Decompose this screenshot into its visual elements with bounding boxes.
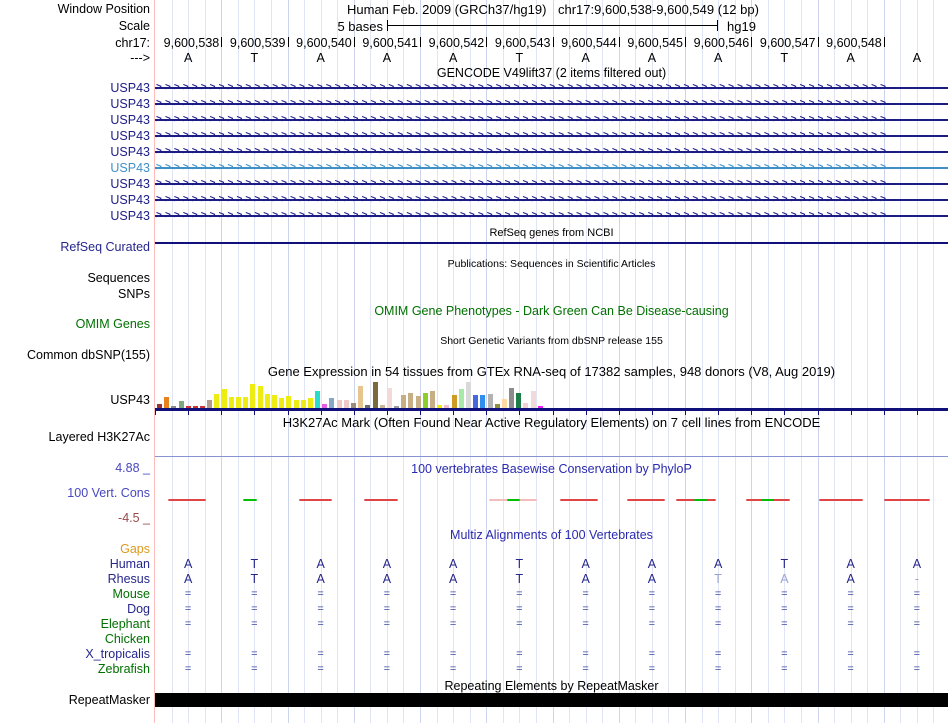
- h3k27ac-track-title: H3K27Ac Mark (Often Found Near Active Regulatory Elements) on 7 cell lines from ENCODE: [282, 415, 821, 430]
- alignment-cell: A: [581, 557, 590, 571]
- gtex-tissue-bar[interactable]: [430, 391, 435, 408]
- repeatmasker-track-title: Repeating Elements by RepeatMasker: [444, 679, 659, 693]
- gtex-tissue-bar[interactable]: [466, 382, 471, 408]
- gtex-tissue-bar[interactable]: [294, 400, 299, 408]
- gtex-tissue-bar[interactable]: [164, 397, 169, 408]
- alignment-cell: =: [847, 663, 854, 675]
- gtex-tissue-bar[interactable]: [509, 388, 514, 408]
- dbsnp-track-title: Short Genetic Variants from dbSNP release 155: [440, 335, 663, 347]
- transcript-strand-arrows: >>>>>>>>>>>>>>>>>>>>>>>>>>>>>>>>>>>>>>>>>>>>>>>>>>>>>>>>>>>>>>>>>>>>>>>>>>>>>>>>>>: [156, 146, 890, 157]
- gtex-baseline-tick: [288, 411, 289, 415]
- scale-bar: [387, 25, 718, 26]
- alignment-cell: =: [383, 603, 391, 615]
- transcript-label[interactable]: USP43: [110, 193, 150, 207]
- coordinate-label: 9,600,540: [296, 36, 352, 50]
- gtex-tissue-bar[interactable]: [279, 398, 284, 408]
- alignment-cell: =: [781, 618, 788, 630]
- transcript-label[interactable]: USP43: [110, 177, 150, 191]
- transcript-row[interactable]: [155, 194, 948, 205]
- conservation-max-value: 4.88 _: [115, 461, 150, 475]
- repeatmasker-element-bar[interactable]: [155, 693, 948, 707]
- phylop-mark: [243, 499, 257, 501]
- transcript-label[interactable]: USP43: [110, 97, 150, 111]
- reference-base: A: [647, 51, 657, 65]
- gtex-baseline-tick: [884, 411, 885, 415]
- gtex-tissue-bar[interactable]: [452, 395, 457, 408]
- assembly-label: Human Feb. 2009 (GRCh37/hg19): [347, 2, 547, 17]
- reference-base: A: [183, 51, 193, 65]
- species-label[interactable]: Dog: [127, 602, 150, 616]
- alignment-cell: A: [713, 557, 723, 571]
- gtex-baseline-tick: [486, 411, 487, 415]
- alignment-cell: =: [913, 618, 921, 630]
- reference-base: A: [316, 51, 325, 65]
- alignment-cell: =: [781, 603, 788, 615]
- chrom-label: chr17:: [115, 36, 150, 50]
- gtex-tissue-bar[interactable]: [473, 395, 478, 408]
- omim-genes-label[interactable]: OMIM Genes: [75, 317, 150, 331]
- gtex-baseline-tick: [586, 411, 587, 415]
- gtex-baseline-tick: [354, 411, 355, 415]
- window-position-label: Window Position: [57, 2, 150, 16]
- gtex-baseline-tick: [553, 411, 554, 415]
- gtex-baseline-tick: [321, 411, 322, 415]
- gtex-tissue-bar[interactable]: [236, 397, 241, 408]
- alignment-cell: =: [383, 663, 391, 675]
- gtex-baseline-tick: [619, 411, 620, 415]
- gtex-baseline-tick: [751, 411, 752, 415]
- gtex-baseline-tick: [519, 411, 520, 415]
- refseq-track-title: RefSeq genes from NCBI: [489, 227, 614, 239]
- repeatmasker-label[interactable]: RepeatMasker: [68, 693, 150, 707]
- transcript-strand-arrows: >>>>>>>>>>>>>>>>>>>>>>>>>>>>>>>>>>>>>>>>>>>>>>>>>>>>>>>>>>>>>>>>>>>>>>>>>>>>>>>>>>: [156, 210, 890, 221]
- coordinate-label: 9,600,541: [362, 36, 418, 50]
- alignment-cell: A: [382, 572, 392, 586]
- coordinate-label: 9,600,546: [693, 36, 750, 50]
- alignment-cell: =: [317, 603, 324, 615]
- alignment-cell: =: [449, 618, 457, 630]
- alignment-cell: =: [251, 663, 258, 675]
- transcript-row[interactable]: [155, 178, 948, 189]
- common-dbsnp-label[interactable]: Common dbSNP(155): [27, 348, 150, 362]
- phylop-mark: [761, 499, 774, 501]
- species-label[interactable]: Zebrafish: [97, 662, 150, 676]
- alignment-cell: =: [582, 648, 589, 660]
- alignment-cell: =: [449, 588, 457, 600]
- alignment-cell: =: [516, 648, 523, 660]
- coordinate-label: 9,600,548: [826, 36, 882, 50]
- layered-h3k27ac-label[interactable]: Layered H3K27Ac: [48, 430, 150, 444]
- gtex-tissue-bar[interactable]: [301, 400, 306, 408]
- alignment-cell: T: [780, 557, 789, 571]
- alignment-cell: A: [183, 557, 193, 571]
- transcript-row[interactable]: [155, 146, 948, 157]
- strand-direction-label: --->: [130, 51, 150, 65]
- species-label[interactable]: Elephant: [100, 617, 150, 631]
- alignment-cell: =: [648, 663, 656, 675]
- alignment-cell: =: [251, 603, 258, 615]
- gtex-tissue-bar[interactable]: [423, 393, 428, 408]
- alignment-cell: =: [781, 663, 788, 675]
- gtex-baseline-tick: [851, 411, 852, 415]
- species-label[interactable]: Human: [109, 557, 150, 571]
- publications-track-title: Publications: Sequences in Scientific Articles: [447, 258, 656, 270]
- alignment-cell: =: [317, 648, 324, 660]
- conservation-min-value: -4.5 _: [118, 511, 150, 525]
- transcript-label[interactable]: USP43: [110, 129, 150, 143]
- alignment-cell: =: [184, 603, 192, 615]
- phylop-mark: [364, 499, 398, 501]
- alignment-cell: =: [516, 663, 523, 675]
- species-label[interactable]: Chicken: [104, 632, 150, 646]
- refseq-curated-label[interactable]: RefSeq Curated: [60, 240, 150, 254]
- scale-value: 5 bases: [337, 19, 383, 34]
- alignment-cell: =: [913, 648, 921, 660]
- gtex-tissue-bar[interactable]: [502, 399, 507, 408]
- phylop-mark: [627, 499, 665, 501]
- transcript-strand-arrows: >>>>>>>>>>>>>>>>>>>>>>>>>>>>>>>>>>>>>>>>>>>>>>>>>>>>>>>>>>>>>>>>>>>>>>>>>>>>>>>>>>: [156, 82, 890, 93]
- alignment-cell: =: [648, 618, 656, 630]
- gtex-gene-label[interactable]: USP43: [110, 393, 150, 407]
- snps-label[interactable]: SNPs: [118, 287, 150, 301]
- gtex-tissue-bar[interactable]: [401, 395, 406, 408]
- coordinate-label: 9,600,542: [428, 36, 485, 50]
- gtex-tissue-bar[interactable]: [373, 382, 378, 408]
- gtex-tissue-bar[interactable]: [272, 395, 277, 408]
- alignment-cell: =: [383, 618, 391, 630]
- alignment-cell: =: [449, 603, 457, 615]
- transcript-row[interactable]: [155, 98, 948, 109]
- alignment-cell: =: [913, 588, 921, 600]
- gtex-tissue-bar[interactable]: [480, 395, 485, 408]
- alignment-cell: =: [516, 603, 523, 615]
- sequences-label[interactable]: Sequences: [87, 271, 150, 285]
- alignment-cell: =: [251, 618, 258, 630]
- refseq-gene-line[interactable]: [155, 242, 948, 244]
- gtex-tissue-bar[interactable]: [308, 398, 313, 408]
- alignment-cell: =: [184, 663, 192, 675]
- gtex-tissue-bar[interactable]: [207, 400, 212, 408]
- multiz-track-title: Multiz Alignments of 100 Vertebrates: [450, 528, 653, 542]
- gtex-track-title: Gene Expression in 54 tissues from GTEx RNA-seq of 17382 samples, 948 donors (V8, Aug 2019): [267, 364, 836, 379]
- gtex-tissue-bar[interactable]: [315, 391, 320, 408]
- scale-label: Scale: [118, 19, 150, 33]
- conservation-track-label[interactable]: 100 Vert. Cons: [67, 486, 150, 500]
- alignment-cell: T: [515, 557, 524, 571]
- gtex-tissue-bar[interactable]: [222, 389, 227, 408]
- gtex-tissue-bar[interactable]: [329, 398, 334, 408]
- alignment-cell: =: [714, 618, 722, 630]
- alignment-cell: A: [846, 557, 855, 571]
- gtex-tissue-bar[interactable]: [516, 393, 521, 408]
- alignment-cell: =: [781, 648, 788, 660]
- transcript-label[interactable]: USP43: [110, 145, 150, 159]
- transcript-row[interactable]: [155, 162, 948, 173]
- reference-base: T: [250, 51, 259, 65]
- transcript-row[interactable]: [155, 130, 948, 141]
- position-label: chr17:9,600,538-9,600,549 (12 bp): [558, 2, 759, 17]
- alignment-cell: =: [317, 663, 324, 675]
- coordinate-tick: [884, 37, 885, 47]
- reference-base: A: [713, 51, 723, 65]
- gtex-baseline: [155, 408, 948, 411]
- gtex-tissue-bar[interactable]: [337, 400, 342, 408]
- alignment-cell: A: [780, 572, 789, 586]
- alignment-cell: =: [184, 588, 192, 600]
- coordinate-label: 9,600,545: [627, 36, 683, 50]
- alignment-cell: =: [184, 618, 192, 630]
- alignment-cell: A: [912, 557, 922, 571]
- alignment-cell: T: [250, 572, 259, 586]
- transcript-row[interactable]: [155, 82, 948, 93]
- alignment-cell: =: [317, 618, 324, 630]
- reference-base: T: [780, 51, 789, 65]
- alignment-cell: A: [183, 572, 193, 586]
- gtex-baseline-tick: [188, 411, 189, 415]
- gtex-baseline-tick: [784, 411, 785, 415]
- alignment-cell: =: [251, 648, 258, 660]
- alignment-cell: =: [317, 588, 324, 600]
- gtex-baseline-tick: [155, 411, 156, 415]
- alignment-cell: =: [648, 603, 656, 615]
- phylop-mark: [560, 499, 598, 501]
- alignment-cell: =: [714, 588, 722, 600]
- alignment-cell: =: [847, 618, 854, 630]
- gtex-baseline-tick: [420, 411, 421, 415]
- phylop-mark: [884, 499, 930, 501]
- gencode-track-title: GENCODE V49lift37 (2 items filtered out): [436, 66, 667, 80]
- alignment-cell: =: [847, 588, 854, 600]
- omim-track-title: OMIM Gene Phenotypes - Dark Green Can Be Disease-causing: [374, 304, 729, 318]
- species-label[interactable]: X_tropicalis: [85, 647, 150, 661]
- reference-base: A: [448, 51, 458, 65]
- gtex-baseline-tick: [387, 411, 388, 415]
- transcript-label[interactable]: USP43: [110, 81, 150, 95]
- transcript-strand-arrows: >>>>>>>>>>>>>>>>>>>>>>>>>>>>>>>>>>>>>>>>>>>>>>>>>>>>>>>>>>>>>>>>>>>>>>>>>>>>>>>>>>: [156, 114, 890, 125]
- phylop-mark: [694, 499, 707, 501]
- transcript-strand-arrows: >>>>>>>>>>>>>>>>>>>>>>>>>>>>>>>>>>>>>>>>>>>>>>>>>>>>>>>>>>>>>>>>>>>>>>>>>>>>>>>>>>: [156, 98, 890, 109]
- reference-base: A: [912, 51, 922, 65]
- alignment-cell: =: [582, 618, 589, 630]
- gtex-tissue-bar[interactable]: [387, 388, 392, 408]
- gtex-tissue-bar[interactable]: [214, 394, 219, 408]
- scale-bar-right-tick: [717, 20, 718, 31]
- reference-base: A: [846, 51, 855, 65]
- alignment-cell: A: [647, 557, 657, 571]
- species-label[interactable]: Rhesus: [107, 572, 150, 586]
- alignment-cell: A: [316, 572, 325, 586]
- gtex-baseline-tick: [221, 411, 222, 415]
- gaps-label[interactable]: Gaps: [120, 542, 150, 556]
- alignment-cell: T: [714, 572, 722, 586]
- coordinate-label: 9,600,544: [561, 36, 617, 50]
- gtex-tissue-bar[interactable]: [416, 396, 421, 408]
- alignment-cell: =: [449, 648, 457, 660]
- alignment-cell: =: [781, 588, 788, 600]
- alignment-cell: A: [316, 557, 325, 571]
- alignment-cell: =: [582, 603, 589, 615]
- transcript-strand-arrows: >>>>>>>>>>>>>>>>>>>>>>>>>>>>>>>>>>>>>>>>>>>>>>>>>>>>>>>>>>>>>>>>>>>>>>>>>>>>>>>>>>: [156, 194, 890, 205]
- gtex-tissue-bar[interactable]: [250, 384, 255, 408]
- transcript-label[interactable]: USP43: [110, 161, 150, 175]
- gtex-tissue-bar[interactable]: [258, 386, 263, 408]
- gtex-tissue-bar[interactable]: [265, 394, 270, 408]
- alignment-cell: -: [914, 572, 919, 586]
- transcript-strand-arrows: >>>>>>>>>>>>>>>>>>>>>>>>>>>>>>>>>>>>>>>>>>>>>>>>>>>>>>>>>>>>>>>>>>>>>>>>>>>>>>>>>>: [156, 178, 890, 189]
- conservation-top-border: [155, 456, 948, 457]
- gtex-baseline-tick: [718, 411, 719, 415]
- gtex-tissue-bar[interactable]: [286, 396, 291, 408]
- alignment-cell: =: [714, 663, 722, 675]
- alignment-cell: =: [383, 648, 391, 660]
- reference-base: A: [382, 51, 392, 65]
- alignment-cell: =: [714, 603, 722, 615]
- alignment-cell: =: [251, 588, 258, 600]
- alignment-cell: A: [382, 557, 392, 571]
- phylop-mark: [819, 499, 863, 501]
- coordinate-label: 9,600,547: [759, 36, 816, 50]
- gtex-baseline-tick: [685, 411, 686, 415]
- alignment-cell: =: [714, 648, 722, 660]
- transcript-strand-arrows: >>>>>>>>>>>>>>>>>>>>>>>>>>>>>>>>>>>>>>>>>>>>>>>>>>>>>>>>>>>>>>>>>>>>>>>>>>>>>>>>>>: [156, 162, 890, 173]
- alignment-cell: A: [647, 572, 657, 586]
- gtex-tissue-bar[interactable]: [358, 386, 363, 408]
- gtex-baseline-tick: [917, 411, 918, 415]
- scale-bar-left-tick: [387, 20, 388, 31]
- alignment-cell: =: [582, 663, 589, 675]
- alignment-cell: =: [582, 588, 589, 600]
- alignment-cell: =: [449, 663, 457, 675]
- coordinate-label: 9,600,543: [494, 36, 551, 50]
- alignment-cell: =: [383, 588, 391, 600]
- transcript-row[interactable]: [155, 114, 948, 125]
- alignment-cell: A: [448, 572, 458, 586]
- alignment-cell: A: [581, 572, 590, 586]
- gtex-tissue-bar[interactable]: [488, 394, 493, 408]
- transcript-row[interactable]: [155, 210, 948, 221]
- coordinate-label: 9,600,538: [163, 36, 220, 50]
- transcript-strand-arrows: >>>>>>>>>>>>>>>>>>>>>>>>>>>>>>>>>>>>>>>>>>>>>>>>>>>>>>>>>>>>>>>>>>>>>>>>>>>>>>>>>>: [156, 130, 890, 141]
- gtex-tissue-bar[interactable]: [243, 397, 248, 408]
- alignment-cell: =: [913, 663, 921, 675]
- transcript-label[interactable]: USP43: [110, 113, 150, 127]
- alignment-cell: A: [448, 557, 458, 571]
- reference-base: T: [515, 51, 524, 65]
- gtex-tissue-bar[interactable]: [408, 393, 413, 408]
- gtex-baseline-tick: [453, 411, 454, 415]
- alignment-cell: =: [184, 648, 192, 660]
- gtex-tissue-bar[interactable]: [179, 401, 184, 408]
- gtex-tissue-bar[interactable]: [229, 397, 234, 408]
- alignment-cell: A: [846, 572, 855, 586]
- alignment-cell: T: [515, 572, 524, 586]
- coordinate-label: 9,600,539: [229, 36, 286, 50]
- phylop-mark: [168, 499, 206, 501]
- scale-assembly-label: hg19: [727, 19, 756, 34]
- alignment-cell: =: [648, 648, 656, 660]
- phylop-mark: [299, 499, 332, 501]
- alignment-cell: T: [250, 557, 259, 571]
- alignment-cell: =: [516, 588, 523, 600]
- reference-base: A: [581, 51, 590, 65]
- alignment-cell: =: [648, 588, 656, 600]
- gtex-baseline-tick: [652, 411, 653, 415]
- species-label[interactable]: Mouse: [112, 587, 150, 601]
- alignment-cell: =: [516, 618, 523, 630]
- gtex-baseline-tick: [254, 411, 255, 415]
- alignment-cell: =: [847, 603, 854, 615]
- phylop-mark: [507, 499, 520, 501]
- alignment-cell: =: [847, 648, 854, 660]
- alignment-cell: =: [913, 603, 921, 615]
- transcript-label[interactable]: USP43: [110, 209, 150, 223]
- gtex-tissue-bar[interactable]: [344, 400, 349, 408]
- gtex-tissue-bar[interactable]: [531, 391, 536, 408]
- gtex-baseline-tick: [818, 411, 819, 415]
- gtex-tissue-bar[interactable]: [459, 389, 464, 408]
- phylop-track-title: 100 vertebrates Basewise Conservation by PhyloP: [411, 462, 692, 476]
